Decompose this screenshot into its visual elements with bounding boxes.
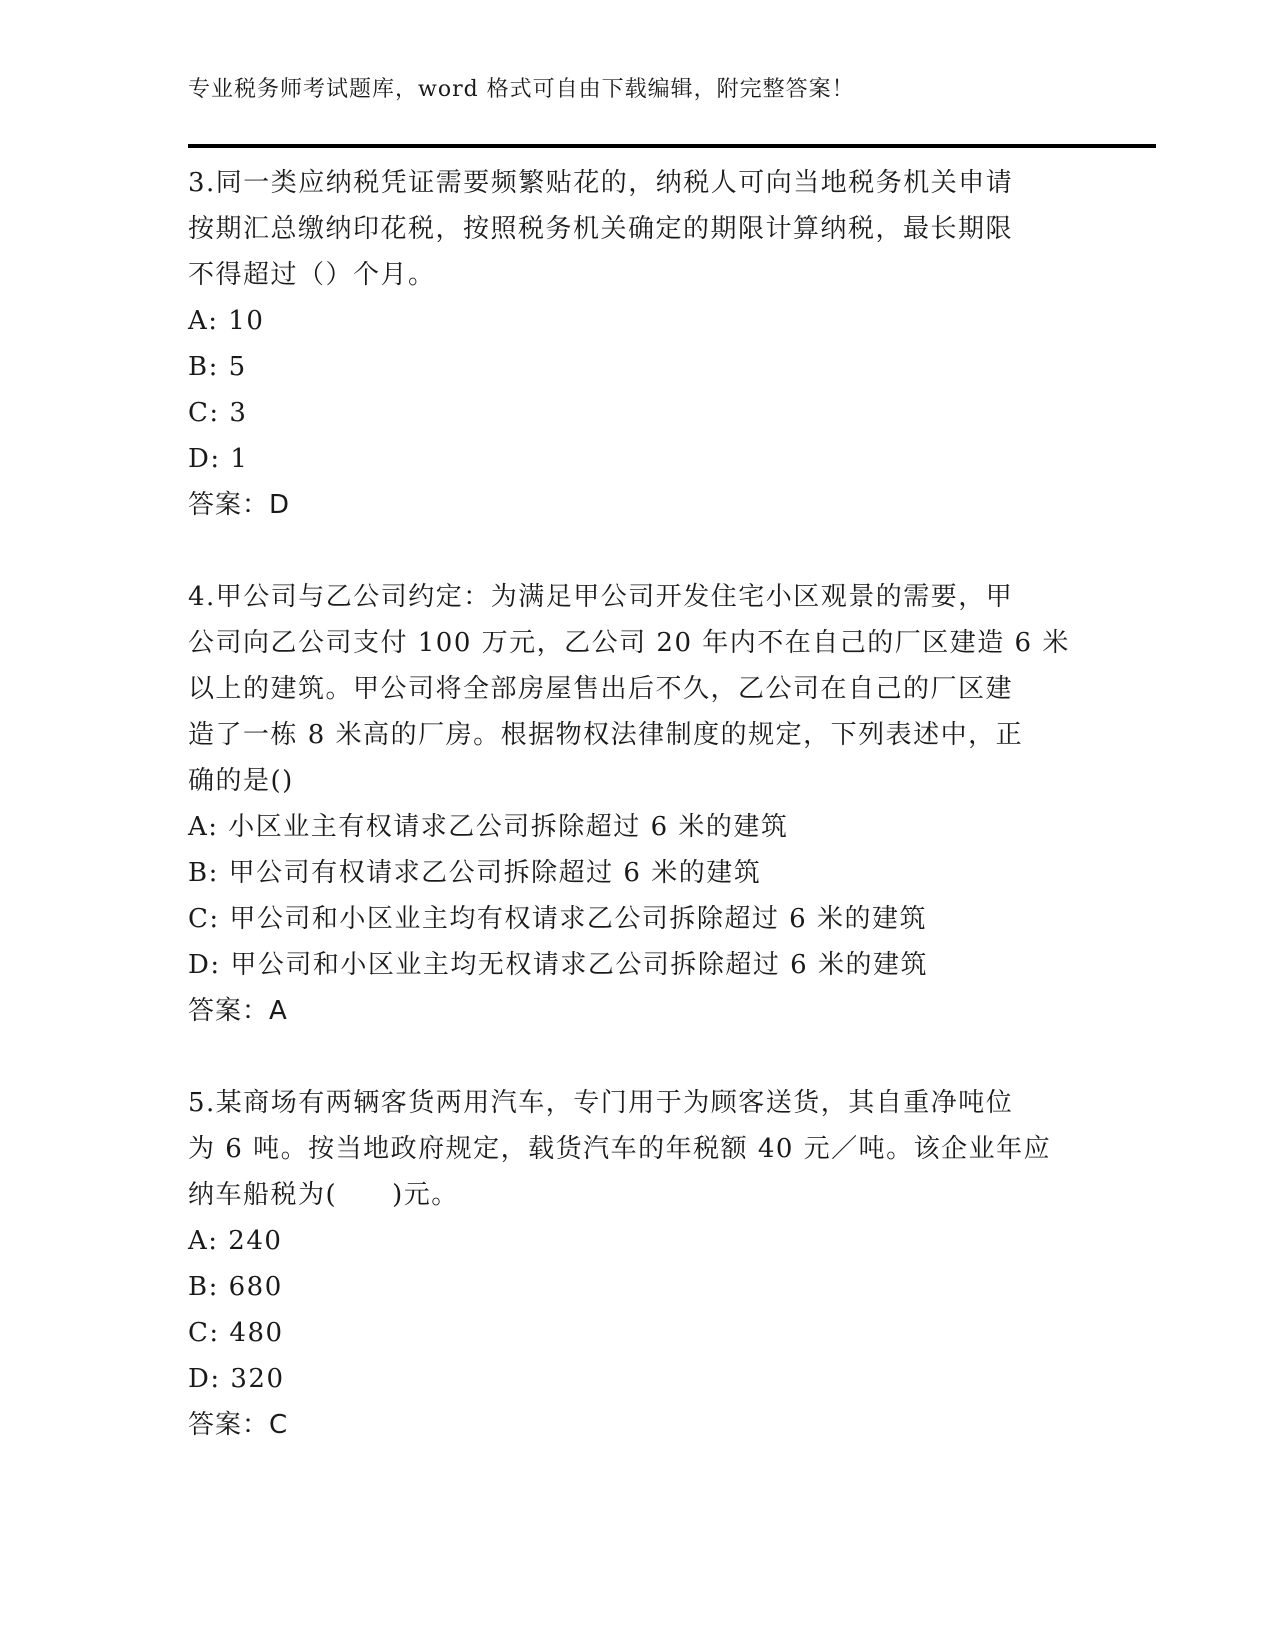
- page-header: 专业税务师考试题库，word 格式可自由下载编辑，附完整答案！: [188, 77, 855, 102]
- question-4-line-3: 以上的建筑。甲公司将全部房屋售出后不久，乙公司在自己的厂区建: [188, 674, 1014, 704]
- question-4-line-2: 公司向乙公司支付 100 万元，乙公司 20 年内不在自己的厂区建造 6 米: [188, 628, 1070, 658]
- question-5-line-2: 为 6 吨。按当地政府规定，载货汽车的年税额 40 元／吨。该企业年应: [188, 1134, 1052, 1164]
- question-5-line-1: 5.某商场有两辆客货两用汽车，专门用于为顾客送货，其自重净吨位: [188, 1088, 1014, 1118]
- question-5-line-3: 纳车船税为( )元。: [188, 1180, 459, 1210]
- header-divider: [188, 144, 1156, 148]
- question-3-line-2: 按期汇总缴纳印花税，按照税务机关确定的期限计算纳税，最长期限: [188, 214, 1014, 244]
- question-3-option-c: C: 3: [188, 398, 248, 428]
- question-3-option-d: D: 1: [188, 444, 249, 474]
- question-4: [188, 574, 1078, 1034]
- question-5-option-c: C: 480: [188, 1318, 284, 1348]
- question-list: [188, 160, 1078, 1448]
- question-5-answer: 答案：C: [188, 1410, 289, 1440]
- question-5: [188, 1080, 1078, 1448]
- question-4-line-1: 4.甲公司与乙公司约定：为满足甲公司开发住宅小区观景的需要，甲: [188, 582, 1014, 612]
- question-3-option-a: A: 10: [188, 306, 265, 336]
- question-spacer: [188, 528, 1078, 574]
- question-4-option-c: C: 甲公司和小区业主均有权请求乙公司拆除超过 6 米的建筑: [188, 904, 927, 934]
- question-4-line-4: 造了一栋 8 米高的厂房。根据物权法律制度的规定，下列表述中，正: [188, 720, 1024, 750]
- question-3-option-b: B: 5: [188, 352, 247, 382]
- question-3-line-3: 不得超过（）个月。: [188, 260, 436, 290]
- question-spacer: [188, 1034, 1078, 1080]
- question-5-option-b: B: 680: [188, 1272, 283, 1302]
- question-5-option-a: A: 240: [188, 1226, 283, 1256]
- question-3: [188, 160, 1078, 528]
- question-4-option-a: A: 小区业主有权请求乙公司拆除超过 6 米的建筑: [188, 812, 789, 842]
- question-5-option-d: D: 320: [188, 1364, 285, 1394]
- question-4-line-5: 确的是(): [188, 766, 294, 796]
- question-3-line-1: 3.同一类应纳税凭证需要频繁贴花的，纳税人可向当地税务机关申请: [188, 168, 1014, 198]
- question-4-option-b: B: 甲公司有权请求乙公司拆除超过 6 米的建筑: [188, 858, 762, 888]
- question-3-answer: 答案：D: [188, 490, 291, 520]
- question-4-option-d: D: 甲公司和小区业主均无权请求乙公司拆除超过 6 米的建筑: [188, 950, 928, 980]
- question-4-answer: 答案：A: [188, 996, 288, 1026]
